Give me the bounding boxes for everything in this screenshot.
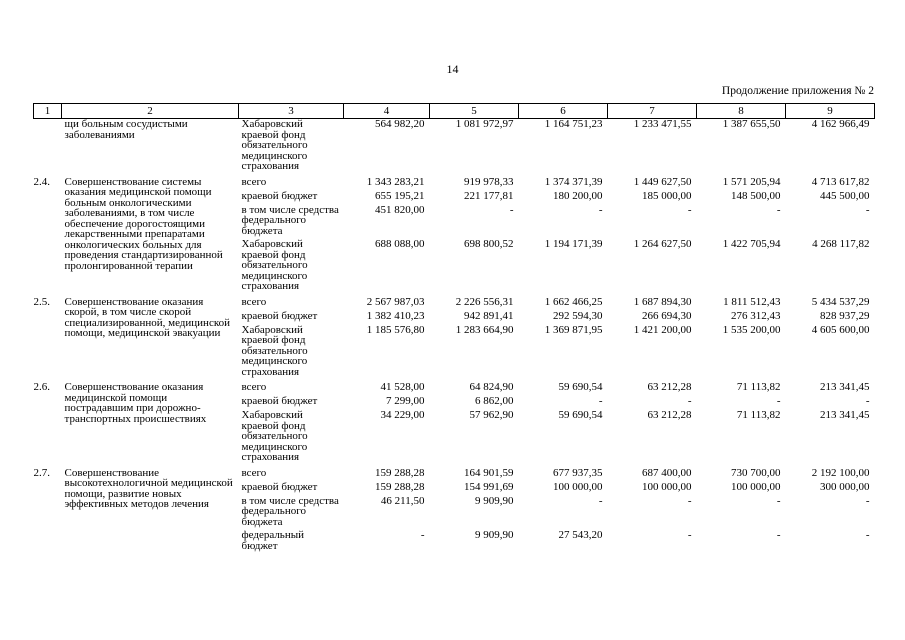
funding-source: краевой бюджет xyxy=(241,480,318,493)
item-name: Совершенствование оказания медицинской помощи пострадавшим при дорожно-транспортных происшествиях xyxy=(64,381,207,425)
value-cell: 59 690,54 xyxy=(558,409,603,421)
value-cell: - xyxy=(687,529,692,541)
value-cell: 57 962,90 xyxy=(469,409,514,421)
value-cell: 276 312,43 xyxy=(731,309,781,322)
value-cell: 100 000,00 xyxy=(553,480,603,493)
value-cell: 266 694,30 xyxy=(642,309,692,322)
item-name: Совершенствование оказания скорой, в том числе скорой специализированной, медицинской помощи, медицинской эвакуации xyxy=(64,295,230,339)
value-cell: 9 909,90 xyxy=(475,494,514,507)
value-cell: 34 229,00 xyxy=(380,409,425,421)
funding-source: всего xyxy=(241,381,267,393)
value-cell: 64 824,90 xyxy=(469,381,514,393)
value-cell: 221 177,81 xyxy=(464,189,514,202)
value-cell: - xyxy=(509,203,514,216)
value-cell: - xyxy=(776,395,781,407)
value-cell: 46 211,50 xyxy=(380,494,425,507)
value-cell: - xyxy=(865,395,870,407)
value-cell: 5 434 537,29 xyxy=(811,295,870,308)
value-cell: - xyxy=(598,203,603,216)
value-cell: 27 543,20 xyxy=(558,529,603,541)
value-cell: 300 000,00 xyxy=(820,480,870,493)
header-cell: 4 xyxy=(344,104,430,119)
table-row xyxy=(34,292,875,308)
funding-source: всего xyxy=(241,175,267,188)
value-cell: - xyxy=(865,494,870,507)
funding-source: в том числе средства федерального бюджета xyxy=(241,203,339,237)
value-cell: - xyxy=(776,203,781,216)
header-cell: 1 xyxy=(34,104,62,119)
value-cell: 451 820,00 xyxy=(375,203,425,216)
value-cell: 688 088,00 xyxy=(375,238,425,250)
value-cell: 677 937,35 xyxy=(553,466,603,479)
value-cell: 213 341,45 xyxy=(820,409,870,421)
value-cell: 1 449 627,50 xyxy=(633,175,692,188)
item-number: 2.4. xyxy=(33,175,50,188)
header-cell: 6 xyxy=(519,104,608,119)
value-cell: 1 422 705,94 xyxy=(722,238,781,250)
funding-source: Хабаровский краевой фонд обязательного медицинского страхования xyxy=(241,323,308,378)
table-row xyxy=(34,377,875,393)
value-cell: 4 162 966,49 xyxy=(811,118,870,130)
value-cell: 1 387 655,50 xyxy=(722,118,781,130)
value-cell: 1 185 576,80 xyxy=(366,323,425,336)
funding-source: краевой бюджет xyxy=(241,395,318,407)
item-number: 2.7. xyxy=(33,466,50,479)
value-cell: - xyxy=(687,395,692,407)
value-cell: 2 567 987,03 xyxy=(366,295,425,308)
value-cell: 730 700,00 xyxy=(731,466,781,479)
appendix-caption: Продолжение приложения № 2 xyxy=(721,85,874,97)
table-row xyxy=(34,463,875,479)
funding-source: краевой бюджет xyxy=(241,309,318,322)
value-cell: 564 982,20 xyxy=(375,118,425,130)
value-cell: 1 283 664,90 xyxy=(455,323,514,336)
value-cell: 6 862,00 xyxy=(475,395,514,407)
funding-source: краевой бюджет xyxy=(241,189,318,202)
value-cell: 148 500,00 xyxy=(731,189,781,202)
value-cell: 1 264 627,50 xyxy=(633,238,692,250)
value-cell: 1 369 871,95 xyxy=(544,323,603,336)
funding-source: Хабаровский краевой фонд обязательного медицинского страхования xyxy=(241,238,308,292)
value-cell: - xyxy=(687,203,692,216)
value-cell: 1 164 751,23 xyxy=(544,118,603,130)
header-cell: 3 xyxy=(239,104,344,119)
table-row xyxy=(34,172,875,188)
header-cell: 8 xyxy=(697,104,786,119)
header-cell: 5 xyxy=(430,104,519,119)
value-cell: 63 212,28 xyxy=(647,409,692,421)
value-cell: 59 690,54 xyxy=(558,381,603,393)
funding-source: в том числе средства федерального бюджета xyxy=(241,494,339,528)
value-cell: 1 233 471,55 xyxy=(633,118,692,130)
value-cell: 159 288,28 xyxy=(375,480,425,493)
value-cell: 1 194 171,39 xyxy=(544,238,603,250)
value-cell: - xyxy=(598,395,603,407)
value-cell: 655 195,21 xyxy=(375,189,425,202)
item-name: Совершенствование высокотехнологичной медицинской помощи, развитие новых эффективных методов лечения xyxy=(64,466,233,510)
value-cell: 213 341,45 xyxy=(820,381,870,393)
item-name: Совершенствование системы оказания медицинской помощи больным онкологическими заболеваниями, в том числе обеспечение дорогостоящими лекарственными препаратами онкологических больных для проведения стандартизированной пролонгированной терапии xyxy=(64,175,223,272)
value-cell: 698 800,52 xyxy=(464,238,514,250)
value-cell: 9 909,90 xyxy=(475,529,514,541)
value-cell: 71 113,82 xyxy=(736,381,781,393)
value-cell: 41 528,00 xyxy=(380,381,425,393)
value-cell: 1 382 410,23 xyxy=(366,309,425,322)
funding-source: всего xyxy=(241,466,267,479)
page-number: 14 xyxy=(446,62,459,76)
value-cell: 4 605 600,00 xyxy=(811,323,870,336)
value-cell: - xyxy=(776,529,781,541)
value-cell: 180 200,00 xyxy=(553,189,603,202)
value-cell: 4 268 117,82 xyxy=(812,238,870,250)
value-cell: 1 374 371,39 xyxy=(544,175,603,188)
value-cell: 100 000,00 xyxy=(731,480,781,493)
funding-source: федеральный бюджет xyxy=(241,529,304,552)
value-cell: 292 594,30 xyxy=(553,309,603,322)
table-row xyxy=(34,119,875,172)
value-cell: 154 991,69 xyxy=(464,480,514,493)
value-cell: 828 937,29 xyxy=(820,309,870,322)
item-number: 2.5. xyxy=(33,295,50,308)
value-cell: 1 687 894,30 xyxy=(633,295,692,308)
funding-source: всего xyxy=(241,295,267,308)
item-name: щи больным сосудистыми заболеваниями xyxy=(64,118,188,141)
value-cell: 1 343 283,21 xyxy=(366,175,425,188)
value-cell: 1 811 512,43 xyxy=(723,295,781,308)
value-cell: 159 288,28 xyxy=(375,466,425,479)
header-cell: 7 xyxy=(608,104,697,119)
value-cell: - xyxy=(776,494,781,507)
value-cell: 1 535 200,00 xyxy=(722,323,781,336)
header-row xyxy=(34,104,875,119)
value-cell: 445 500,00 xyxy=(820,189,870,202)
funding-source: Хабаровский краевой фонд обязательного медицинского страхования xyxy=(241,409,308,463)
value-cell: 2 226 556,31 xyxy=(455,295,514,308)
budget-table xyxy=(33,103,875,551)
value-cell: 942 891,41 xyxy=(464,309,514,322)
value-cell: 2 192 100,00 xyxy=(811,466,870,479)
value-cell: 687 400,00 xyxy=(642,466,692,479)
value-cell: 185 000,00 xyxy=(642,189,692,202)
value-cell: 919 978,33 xyxy=(464,175,514,188)
value-cell: - xyxy=(865,529,870,541)
value-cell: 164 901,59 xyxy=(464,466,514,479)
value-cell: 71 113,82 xyxy=(736,409,781,421)
value-cell: - xyxy=(865,203,870,216)
funding-source: Хабаровский краевой фонд обязательного медицинского страхования xyxy=(241,118,308,172)
value-cell: 1 081 972,97 xyxy=(455,118,514,130)
value-cell: - xyxy=(598,494,603,507)
item-number: 2.6. xyxy=(33,381,50,393)
value-cell: 7 299,00 xyxy=(386,395,425,407)
value-cell: - xyxy=(420,529,425,541)
value-cell: 1 421 200,00 xyxy=(633,323,692,336)
value-cell: 100 000,00 xyxy=(642,480,692,493)
header-cell: 9 xyxy=(786,104,875,119)
value-cell: 63 212,28 xyxy=(647,381,692,393)
value-cell: - xyxy=(687,494,692,507)
value-cell: 1 571 205,94 xyxy=(722,175,781,188)
value-cell: 4 713 617,82 xyxy=(811,175,870,188)
value-cell: 1 662 466,25 xyxy=(544,295,603,308)
item-number xyxy=(34,119,62,172)
header-cell: 2 xyxy=(62,104,239,119)
